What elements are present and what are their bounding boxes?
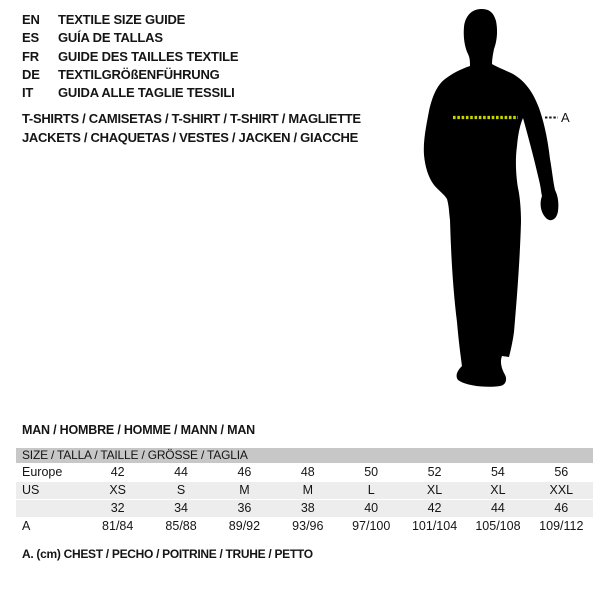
size-cell: 46 (237, 465, 252, 479)
size-table (16, 448, 593, 535)
size-cell: 44 (174, 465, 189, 479)
size-cell: 34 (174, 501, 189, 515)
lang-code: IT (22, 85, 34, 101)
size-cell: 89/92 (228, 519, 261, 533)
garment-categories (22, 110, 361, 147)
lang-code: DE (22, 66, 40, 82)
lang-row-en (22, 11, 238, 29)
lang-text: GUIDE DES TAILLES TEXTILE (58, 48, 239, 64)
size-cell: 97/100 (352, 519, 391, 533)
lang-text: GUÍA DE TALLAS (58, 30, 163, 46)
size-cell: 85/88 (165, 519, 197, 533)
size-cell: XL (490, 483, 506, 497)
measurement-footnote: A. (cm) CHEST / PECHO / POITRINE / TRUHE / PETTO (22, 547, 313, 561)
row-label: US (22, 483, 40, 497)
size-cell: 40 (364, 501, 379, 515)
row-label: Europe (22, 465, 63, 479)
man-silhouette-shape (424, 9, 559, 387)
lang-row-it (22, 84, 238, 102)
lang-code: EN (22, 12, 40, 27)
size-cell: L (367, 483, 375, 497)
category-tshirts: T-SHIRTS / CAMISETAS / T-SHIRT / T-SHIRT / MAGLIETTE (22, 111, 361, 126)
row-label (16, 500, 86, 517)
category-jackets: JACKETS / CHAQUETAS / VESTES / JACKEN / GIACCHE (22, 129, 358, 145)
size-cell: 93/96 (292, 519, 324, 533)
size-cell: 44 (490, 501, 505, 515)
man-silhouette-svg (410, 0, 600, 400)
size-cell: 32 (110, 501, 125, 515)
size-cell: 105/108 (475, 519, 521, 533)
table-row-chest-cm (16, 518, 593, 535)
size-cell: 109/112 (539, 519, 584, 533)
table-row-europe (16, 464, 593, 481)
table-row-us-numeric (16, 500, 593, 517)
size-cell: 36 (237, 501, 252, 515)
size-cell: 81/84 (102, 519, 134, 533)
lang-text: TEXTILGRÖßENFÜHRUNG (58, 66, 220, 82)
size-cell: 101/104 (411, 519, 458, 533)
language-list (22, 11, 238, 102)
size-cell: M (239, 483, 250, 497)
lang-row-de (22, 66, 238, 84)
measure-label-a: A (561, 110, 570, 125)
size-cell: 38 (300, 501, 315, 515)
size-cell: 48 (300, 465, 315, 479)
row-label: A (22, 519, 31, 533)
section-title-man: MAN / HOMBRE / HOMME / MANN / MAN (22, 423, 255, 437)
size-cell: 50 (364, 465, 379, 479)
lang-row-fr (22, 48, 238, 66)
size-cell: M (302, 483, 314, 497)
lang-code: FR (22, 48, 39, 64)
size-cell: 52 (427, 465, 442, 479)
lang-code: ES (22, 30, 39, 46)
size-cell: 42 (110, 465, 125, 479)
size-cell: XS (109, 483, 127, 497)
size-cell: XL (426, 483, 443, 497)
size-cell: 54 (490, 465, 505, 479)
size-cell: 46 (554, 501, 569, 515)
lang-text: TEXTILE SIZE GUIDE (58, 12, 186, 27)
lang-text: GUIDA ALLE TAGLIE TESSILI (58, 85, 235, 101)
size-cell: XXL (549, 483, 574, 497)
size-cell: 42 (427, 501, 442, 515)
table-row-us (16, 482, 593, 499)
man-silhouette-figure (410, 0, 600, 400)
lang-row-es (22, 29, 238, 47)
size-table-header: SIZE / TALLA / TAILLE / GRÖSSE / TAGLIA (16, 448, 593, 463)
size-cell: 56 (554, 465, 569, 479)
size-cell: S (176, 483, 186, 497)
